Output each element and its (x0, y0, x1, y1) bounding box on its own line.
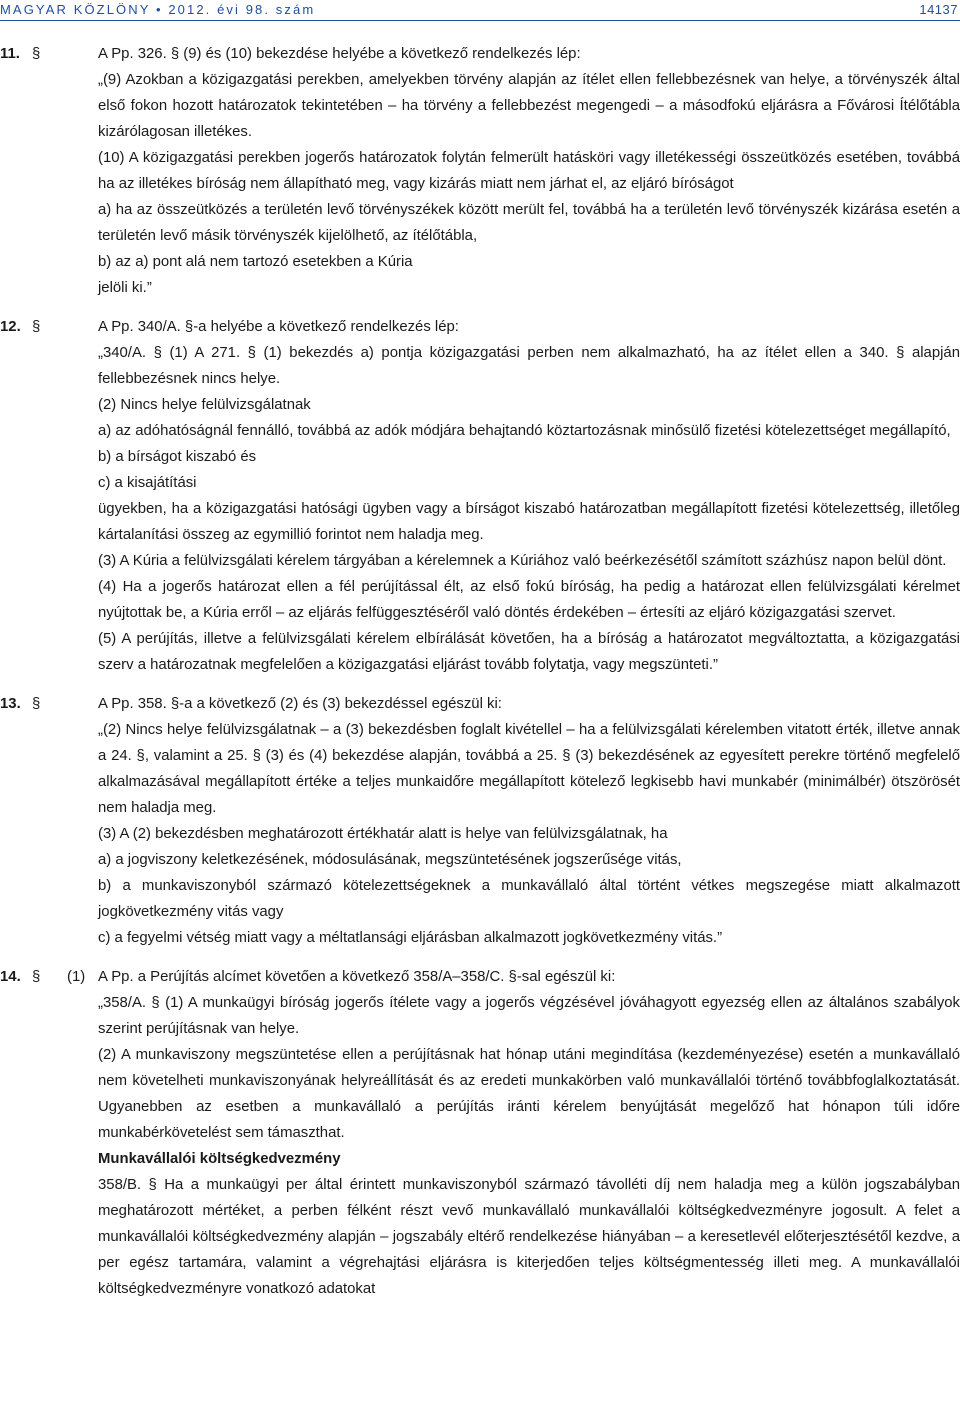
paragraph: (5) A perújítás, illetve a felülvizsgálati kérelem elbírálását követően, ha a bíróság a határozatot megváltoztatta, a közigazgatási szerv a határozatnak megfelelően a közigazgatási eljárást tovább folytatja, vagy megszünteti.” (98, 631, 960, 673)
section-number: 13. (0, 696, 21, 712)
paragraph: b) az a) pont alá nem tartozó esetekben a Kúria (98, 254, 413, 270)
subsection-number: (1) (67, 969, 86, 985)
paragraph: a) ha az összeütközés a területén levő törvényszékek között merült fel, továbbá ha a területén levő törvényszék kizárása esetén a területén levő másik törvényszék kijelölhető, az ítélőtábla, (98, 202, 960, 244)
section-sign: § (32, 319, 41, 335)
paragraph: (3) A Kúria a felülvizsgálati kérelem tárgyában a kérelemnek a Kúriához való beérkezésétől számított százhúsz napon belül dönt. (98, 553, 947, 569)
paragraph: 358/B. § Ha a munkaügyi per által érintett munkaviszonyból származó távolléti díj nem haladja meg a külön jogszabályban meghatározott mértéket, a perben félként részt vevő munkavállaló munkavállalói költségkedvezményre jogosult. A felet a munkavállalói költségkedvezmény alapján – jogszabály eltérő rendelkezése hiányában – a keresetlevél előterjesztésétől kezdve, a per egész tartamára, valamint a végrehajtási eljárásra is kiterjedően teljes költségmentesség illeti meg. A munkavállalói költségkedvezményre vonatkozó adatokat (98, 1177, 960, 1297)
paragraph: A Pp. 358. §-a a következő (2) és (3) bekezdéssel egészül ki: (98, 696, 502, 712)
page-header (0, 0, 960, 20)
paragraph: ügyekben, ha a közigazgatási hatósági ügyben vagy a bírságot kiszabó határozatban megállapított fizetési kötelezettség, illetőleg kártalanítási összeg az egymillió forintot nem haladja meg. (98, 501, 960, 543)
paragraph: (2) A munkaviszony megszüntetése ellen a perújításnak hat hónap utáni megindítása (kezdeményezése) esetén a munkavállaló nem követelheti munkaviszonyának helyreállítását és az eredeti munkakörben való munkavállalói történő továbbfoglalkoztatását. Ugyanebben az esetben a munkavállaló a perújítás iránti kérelem benyújtását megelőző hat hónapon túli időre munkabérkövetelést sem támaszthat. (98, 1047, 960, 1141)
paragraph: b) a bírságot kiszabó és (98, 449, 257, 465)
section-12 (0, 314, 960, 678)
paragraph: (4) Ha a jogerős határozat ellen a fél perújítással élt, az első fokú bíróság, ha pedig a határozat ellen felülvizsgálati kérelmet nyújtottak be, a Kúria erről – az eljárás felfüggesztéséről való döntés érdekében – értesíti az eljáró közigazgatási szervet. (98, 579, 960, 621)
section-sign: § (32, 969, 41, 985)
section-number: 11. (0, 46, 20, 62)
section-number: 12. (0, 319, 21, 335)
paragraph: a) az adóhatóságnál fennálló, továbbá az adók módjára behajtandó köztartozásnak minősülő fizetési kötelezettséget megállapító, (98, 423, 951, 439)
paragraph: jelöli ki.” (98, 280, 152, 296)
paragraph: c) a fegyelmi vétség miatt vagy a méltatlansági eljárásban alkalmazott jogkövetkezmény vitás.” (98, 930, 723, 946)
journal-title: MAGYAR KÖZLÖNY • 2012. évi 98. szám (0, 2, 316, 17)
page-number: 14137 (919, 2, 958, 17)
paragraph: A Pp. 340/A. §-a helyébe a következő rendelkezés lép: (98, 319, 459, 335)
document-body (0, 41, 960, 1302)
section-sign: § (32, 696, 41, 712)
paragraph: „358/A. § (1) A munkaügyi bíróság jogerős ítélete vagy a jogerős végzésével jóváhagyott egyezség ellen az általános szabályok szerint perújításnak van helye. (98, 995, 960, 1037)
paragraph: „(2) Nincs helye felülvizsgálatnak – a (3) bekezdésben foglalt kivétellel – ha a felülvizsgálati kérelemben vitatott érték, illetve annak a 24. §, valamint a 25. § (3) és (4) bekezdése alapján, továbbá a 25. § (3) bekezdésének az egyesített perekre történő megfelelő alkalmazásával megállapított értéke a teljes munkaidőre megállapított kötelező legkisebb havi munkabér (minimálbér) ötszörösét nem haladja meg. (98, 722, 960, 816)
paragraph: „340/A. § (1) A 271. § (1) bekezdés a) pontja közigazgatási perben nem alkalmazható, ha az ítélet ellen a 340. § alapján fellebbezésnek nincs helye. (98, 345, 960, 387)
paragraph: c) a kisajátítási (98, 475, 197, 491)
paragraph: „(9) Azokban a közigazgatási perekben, amelyekben törvény alapján az ítélet ellen fellebbezésnek van helye, a törvényszék által első fokon hozott határozatok tekintetében – ha törvény a fellebbezést megengedi – a másodfokú eljárásra a Fővárosi Ítélőtábla kizárólagosan illetékes. (98, 72, 960, 140)
section-number: 14. (0, 969, 21, 985)
paragraph: b) a munkaviszonyból származó kötelezettségeknek a munkavállaló által történt vétkes megszegése miatt alkalmazott jogkövetkezmény vitás vagy (98, 878, 960, 920)
paragraph: (3) A (2) bekezdésben meghatározott értékhatár alatt is helye van felülvizsgálatnak, ha (98, 826, 668, 842)
section-11 (0, 41, 960, 301)
header-rule (0, 20, 960, 21)
section-14 (0, 964, 960, 1302)
paragraph: (10) A közigazgatási perekben jogerős határozatok folytán felmerült hatásköri vagy illetékességi összeütközés esetében, továbbá ha az illetékes bíróság nem állapítható meg, vagy kizárás miatt nem járhat el, az eljáró bíróságot (98, 150, 960, 192)
paragraph: a) a jogviszony keletkezésének, módosulásának, megszüntetésének jogszerűsége vitás, (98, 852, 682, 868)
section-13 (0, 691, 960, 951)
subtitle-heading: Munkavállalói költségkedvezmény (98, 1151, 341, 1167)
paragraph: (2) Nincs helye felülvizsgálatnak (98, 397, 311, 413)
paragraph: A Pp. a Perújítás alcímet követően a következő 358/A–358/C. §-sal egészül ki: (98, 969, 616, 985)
paragraph: A Pp. 326. § (9) és (10) bekezdése helyébe a következő rendelkezés lép: (98, 46, 581, 62)
section-sign: § (32, 46, 41, 62)
